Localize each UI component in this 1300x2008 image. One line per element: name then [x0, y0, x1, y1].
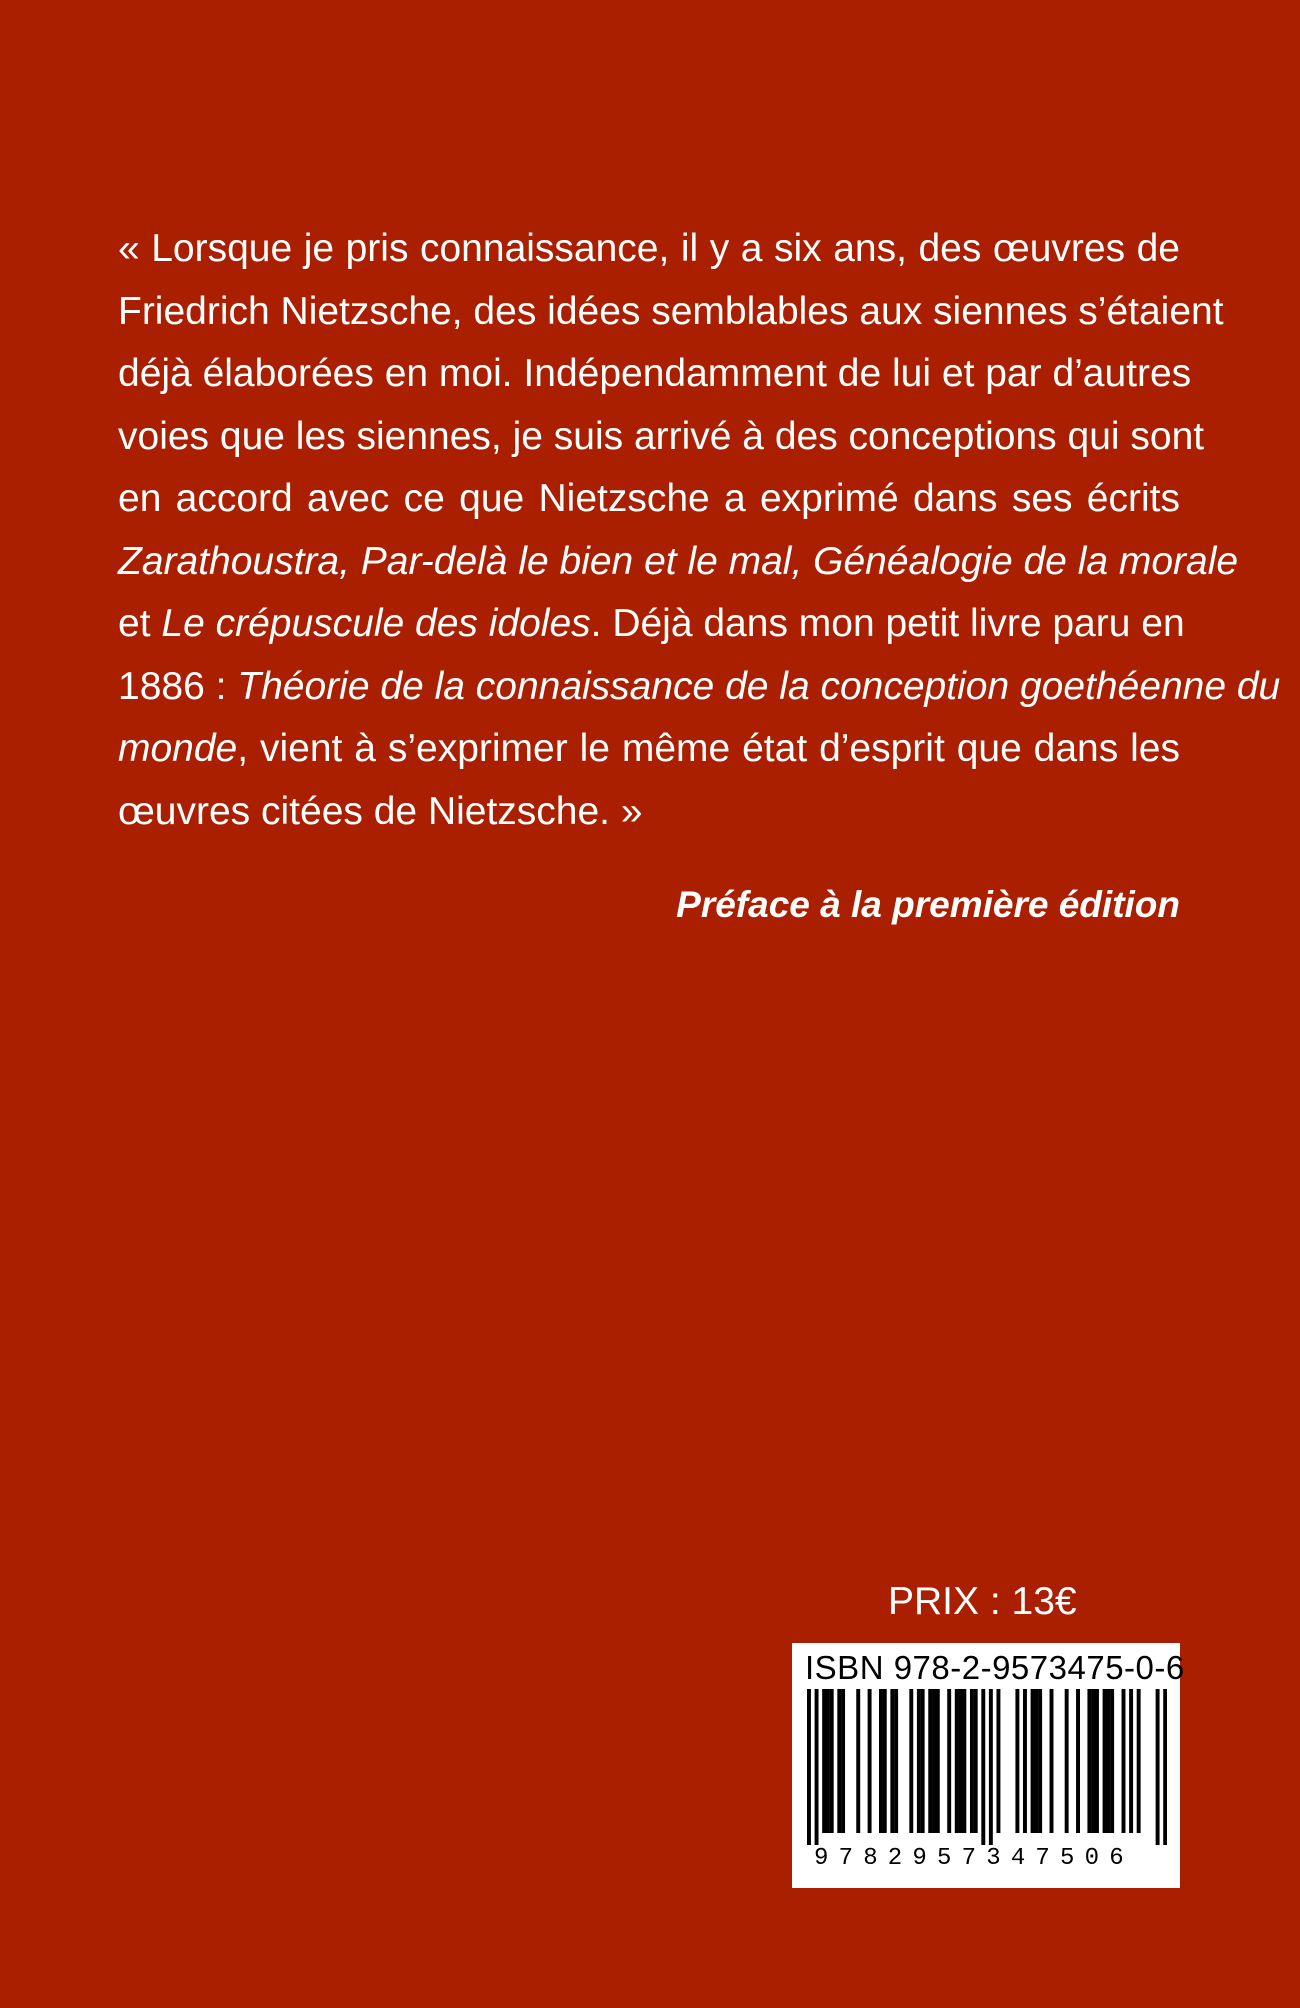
- quote-text: en accord avec ce que Nietzsche a exprimé dans ses écrits: [118, 477, 1180, 520]
- barcode-bar: [879, 1689, 883, 1833]
- barcode-bar: [856, 1689, 860, 1833]
- isbn-barcode: [792, 1643, 1185, 1888]
- quote-line: [118, 406, 1205, 469]
- price-label: PRIX : 13€: [888, 1580, 1077, 1623]
- barcode-bar: [1103, 1689, 1107, 1833]
- barcode-bar: [932, 1689, 936, 1833]
- barcode-bar: [890, 1689, 894, 1833]
- barcode-digits: 9782957347506: [814, 1845, 1134, 1872]
- barcode-bar: [883, 1689, 887, 1833]
- barcode-bar: [1106, 1689, 1110, 1833]
- barcode-bar: [1122, 1689, 1126, 1833]
- barcode-bar: [928, 1689, 932, 1833]
- barcode-bar: [1065, 1689, 1069, 1833]
- barcode-bar: [1034, 1689, 1038, 1833]
- barcode-bar: [894, 1689, 898, 1833]
- quote-line: [118, 656, 1281, 719]
- quote-attribution: Préface à la première édition: [676, 884, 1180, 925]
- isbn-label: ISBN 978-2-9573475-0-6: [805, 1649, 1185, 1686]
- barcode-bar: [830, 1689, 834, 1833]
- barcode-bar: [970, 1689, 974, 1833]
- quote-line: [118, 281, 1224, 344]
- barcode-guard-bar: [1163, 1689, 1167, 1845]
- quote-title-italic: Le crépuscule des idoles: [161, 602, 591, 645]
- quote-line: [118, 718, 1180, 781]
- quote-line: [118, 531, 1239, 594]
- barcode-bar: [1087, 1689, 1091, 1833]
- barcode-bar: [996, 1689, 1000, 1833]
- barcode-bar: [1076, 1689, 1080, 1833]
- barcode-guard-bar: [807, 1689, 811, 1845]
- quote-title-italic: Théorie de la connaissance de la conception goethéenne du: [237, 664, 1281, 708]
- barcode-bar: [1015, 1689, 1019, 1833]
- quote-text: . Déjà dans mon petit livre paru en: [590, 602, 1185, 645]
- barcode-guard-bar: [815, 1689, 819, 1845]
- barcode-bar: [868, 1689, 872, 1833]
- quote-title-italic: monde: [118, 727, 238, 770]
- barcode-bar: [947, 1689, 951, 1833]
- barcode-bar: [962, 1689, 966, 1833]
- barcode-bar: [841, 1689, 845, 1833]
- barcode-bar: [1031, 1689, 1035, 1833]
- barcode-guard-bar: [989, 1689, 993, 1845]
- barcode-bar: [1110, 1689, 1114, 1833]
- quote-line: [118, 343, 1192, 406]
- quote-text: , vient à s’exprimer le même état d’esprit que dans les: [237, 727, 1180, 770]
- barcode-bar: [1050, 1689, 1054, 1833]
- barcode-bar: [917, 1689, 921, 1833]
- quote-title-italic: Zarathoustra, Par-delà le bien et le mal, Généalogie de la morale: [118, 539, 1239, 583]
- barcode-bar: [1023, 1689, 1027, 1833]
- quote-line: [118, 218, 1180, 281]
- barcode-bar: [1095, 1689, 1099, 1833]
- barcode-guard-bar: [1156, 1689, 1160, 1845]
- barcode-bar: [837, 1689, 841, 1833]
- barcode-bar: [955, 1689, 959, 1833]
- barcode-bar: [974, 1689, 978, 1833]
- quote-text: « Lorsque je pris connaissance, il y a six ans, des œuvres de: [118, 227, 1180, 270]
- barcode-bar: [826, 1689, 830, 1833]
- barcode-bar: [1038, 1689, 1042, 1833]
- quote-line: [118, 781, 1180, 844]
- quote-line: [118, 468, 1180, 531]
- quote-text: et: [118, 602, 162, 645]
- barcode-bar: [959, 1689, 963, 1833]
- quote-text: œuvres citées de Nietzsche. »: [118, 789, 643, 833]
- barcode-bar: [822, 1689, 826, 1833]
- barcode-bar: [936, 1689, 940, 1833]
- barcode-bar: [1129, 1689, 1133, 1833]
- quote-text: 1886 :: [118, 664, 238, 708]
- quote-text: déjà élaborées en moi. Indépendamment de lui et par d’autres: [118, 352, 1192, 395]
- barcode-bar: [1091, 1689, 1095, 1833]
- back-cover-quote: [118, 218, 1281, 843]
- quote-line: [118, 593, 1185, 656]
- barcode-bar: [909, 1689, 913, 1833]
- barcode-guard-bar: [981, 1689, 985, 1845]
- barcode-bar: [921, 1689, 925, 1833]
- quote-text: Friedrich Nietzsche, des idées semblables aux siennes s’étaient: [118, 289, 1224, 333]
- quote-text: voies que les siennes, je suis arrivé à des conceptions qui sont: [118, 414, 1205, 458]
- barcode-bar: [1137, 1689, 1141, 1833]
- barcode-bars: [807, 1689, 1167, 1845]
